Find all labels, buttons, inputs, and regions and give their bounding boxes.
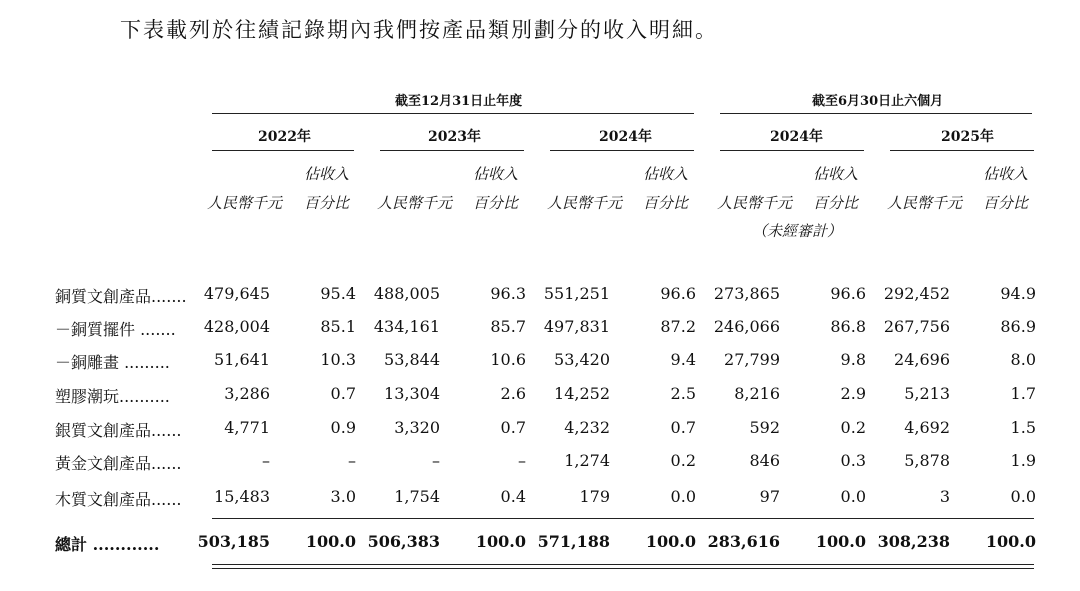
year-rule	[890, 150, 1034, 151]
amount-cell: 1,754	[394, 487, 440, 506]
amount-cell: 4,232	[564, 418, 610, 437]
year-header: 2022年	[258, 129, 311, 145]
amount-cell: 15,483	[214, 487, 270, 506]
percent-cell: 94.9	[1000, 284, 1036, 303]
amount-cell: –	[432, 451, 440, 470]
col-header-unaudited: （未經審計）	[752, 222, 843, 240]
percent-cell: 0.2	[840, 418, 866, 437]
row-label: 黃金文創產品......	[55, 454, 182, 473]
percent-cell: 0.7	[670, 418, 696, 437]
row-label: －銅質擺件 .......	[55, 320, 176, 339]
amount-cell: 592	[749, 418, 780, 437]
percent-cell: 1.9	[1010, 451, 1036, 470]
total-cell: 283,616	[707, 532, 780, 551]
amount-cell: 53,420	[554, 350, 610, 369]
row-label: 塑膠潮玩..........	[55, 387, 170, 406]
total-double-rule	[212, 564, 1034, 565]
amount-cell: 292,452	[883, 284, 950, 303]
intro-text: 下表載列於往績記錄期內我們按產品類別劃分的收入明細。	[120, 18, 718, 42]
amount-cell: –	[262, 451, 270, 470]
percent-cell: 86.8	[830, 317, 866, 336]
percent-cell: 86.9	[1000, 317, 1036, 336]
percent-cell: 85.1	[320, 317, 356, 336]
percent-cell: –	[348, 451, 356, 470]
year-rule	[380, 150, 524, 151]
total-double-rule	[212, 568, 1034, 569]
total-cell: 503,185	[197, 532, 270, 551]
col-header-pct-bottom: 百分比	[813, 194, 859, 212]
amount-cell: 551,251	[543, 284, 610, 303]
row-label: 銅質文創產品.......	[55, 287, 187, 306]
group-header-annual: 截至12月31日止年度	[395, 94, 523, 109]
amount-cell: 14,252	[554, 384, 610, 403]
total-cell: 100.0	[645, 532, 696, 551]
row-label: 木質文創產品......	[55, 490, 182, 509]
amount-cell: 51,641	[214, 350, 270, 369]
subtotal-rule	[212, 518, 1034, 519]
amount-cell: 3	[939, 487, 950, 506]
amount-cell: 246,066	[713, 317, 780, 336]
col-header-rmb: 人民幣千元	[207, 194, 283, 212]
amount-cell: 428,004	[203, 317, 270, 336]
amount-cell: 5,878	[904, 451, 950, 470]
amount-cell: 488,005	[373, 284, 440, 303]
amount-cell: 273,865	[713, 284, 780, 303]
total-cell: 571,188	[537, 532, 610, 551]
year-header: 2023年	[428, 129, 481, 145]
percent-cell: 0.2	[670, 451, 696, 470]
percent-cell: 3.0	[330, 487, 356, 506]
col-header-pct-bottom: 百分比	[643, 194, 689, 212]
year-header: 2025年	[941, 129, 994, 145]
percent-cell: 96.6	[660, 284, 696, 303]
total-label: 總計 ............	[55, 535, 160, 554]
amount-cell: 13,304	[384, 384, 440, 403]
percent-cell: 87.2	[660, 317, 696, 336]
col-header-pct-top: 佔收入	[473, 165, 519, 183]
percent-cell: 0.4	[500, 487, 526, 506]
amount-cell: 4,771	[224, 418, 270, 437]
percent-cell: 85.7	[490, 317, 526, 336]
year-rule	[212, 150, 354, 151]
col-header-pct-top: 佔收入	[813, 165, 859, 183]
amount-cell: 97	[759, 487, 780, 506]
amount-cell: 1,274	[564, 451, 610, 470]
total-cell: 506,383	[367, 532, 440, 551]
total-cell: 308,238	[877, 532, 950, 551]
amount-cell: 434,161	[373, 317, 440, 336]
amount-cell: 53,844	[384, 350, 440, 369]
percent-cell: –	[518, 451, 526, 470]
col-header-pct-bottom: 百分比	[304, 194, 350, 212]
percent-cell: 9.8	[840, 350, 866, 369]
amount-cell: 479,645	[203, 284, 270, 303]
percent-cell: 0.0	[840, 487, 866, 506]
percent-cell: 96.3	[490, 284, 526, 303]
amount-cell: 5,213	[904, 384, 950, 403]
col-header-pct-top: 佔收入	[304, 165, 350, 183]
percent-cell: 10.3	[320, 350, 356, 369]
percent-cell: 96.6	[830, 284, 866, 303]
amount-cell: 267,756	[883, 317, 950, 336]
percent-cell: 0.7	[330, 384, 356, 403]
percent-cell: 2.6	[500, 384, 526, 403]
group-rule-annual	[212, 113, 694, 114]
percent-cell: 9.4	[670, 350, 696, 369]
col-header-pct-bottom: 百分比	[983, 194, 1029, 212]
amount-cell: 4,692	[904, 418, 950, 437]
row-label: 銀質文創產品......	[55, 421, 182, 440]
amount-cell: 8,216	[734, 384, 780, 403]
amount-cell: 179	[579, 487, 610, 506]
amount-cell: 497,831	[543, 317, 610, 336]
percent-cell: 2.9	[840, 384, 866, 403]
percent-cell: 0.3	[840, 451, 866, 470]
amount-cell: 24,696	[894, 350, 950, 369]
percent-cell: 0.0	[670, 487, 696, 506]
amount-cell: 846	[749, 451, 780, 470]
col-header-pct-top: 佔收入	[983, 165, 1029, 183]
year-header: 2024年	[599, 129, 652, 145]
col-header-rmb: 人民幣千元	[547, 194, 623, 212]
year-rule	[720, 150, 864, 151]
col-header-rmb: 人民幣千元	[717, 194, 793, 212]
col-header-pct-top: 佔收入	[643, 165, 689, 183]
percent-cell: 95.4	[320, 284, 356, 303]
total-cell: 100.0	[475, 532, 526, 551]
group-header-interim: 截至6月30日止六個月	[812, 94, 944, 109]
percent-cell: 2.5	[670, 384, 696, 403]
total-cell: 100.0	[985, 532, 1036, 551]
year-rule	[550, 150, 694, 151]
total-cell: 100.0	[305, 532, 356, 551]
percent-cell: 0.0	[1010, 487, 1036, 506]
col-header-pct-bottom: 百分比	[473, 194, 519, 212]
percent-cell: 0.7	[500, 418, 526, 437]
percent-cell: 0.9	[330, 418, 356, 437]
total-cell: 100.0	[815, 532, 866, 551]
amount-cell: 27,799	[724, 350, 780, 369]
year-header: 2024年	[770, 129, 823, 145]
amount-cell: 3,286	[224, 384, 270, 403]
row-label: －銅雕畫 .........	[55, 353, 170, 372]
percent-cell: 10.6	[490, 350, 526, 369]
percent-cell: 8.0	[1010, 350, 1036, 369]
amount-cell: 3,320	[394, 418, 440, 437]
col-header-rmb: 人民幣千元	[377, 194, 453, 212]
percent-cell: 1.5	[1010, 418, 1036, 437]
group-rule-interim	[720, 113, 1032, 114]
col-header-rmb: 人民幣千元	[887, 194, 963, 212]
percent-cell: 1.7	[1010, 384, 1036, 403]
